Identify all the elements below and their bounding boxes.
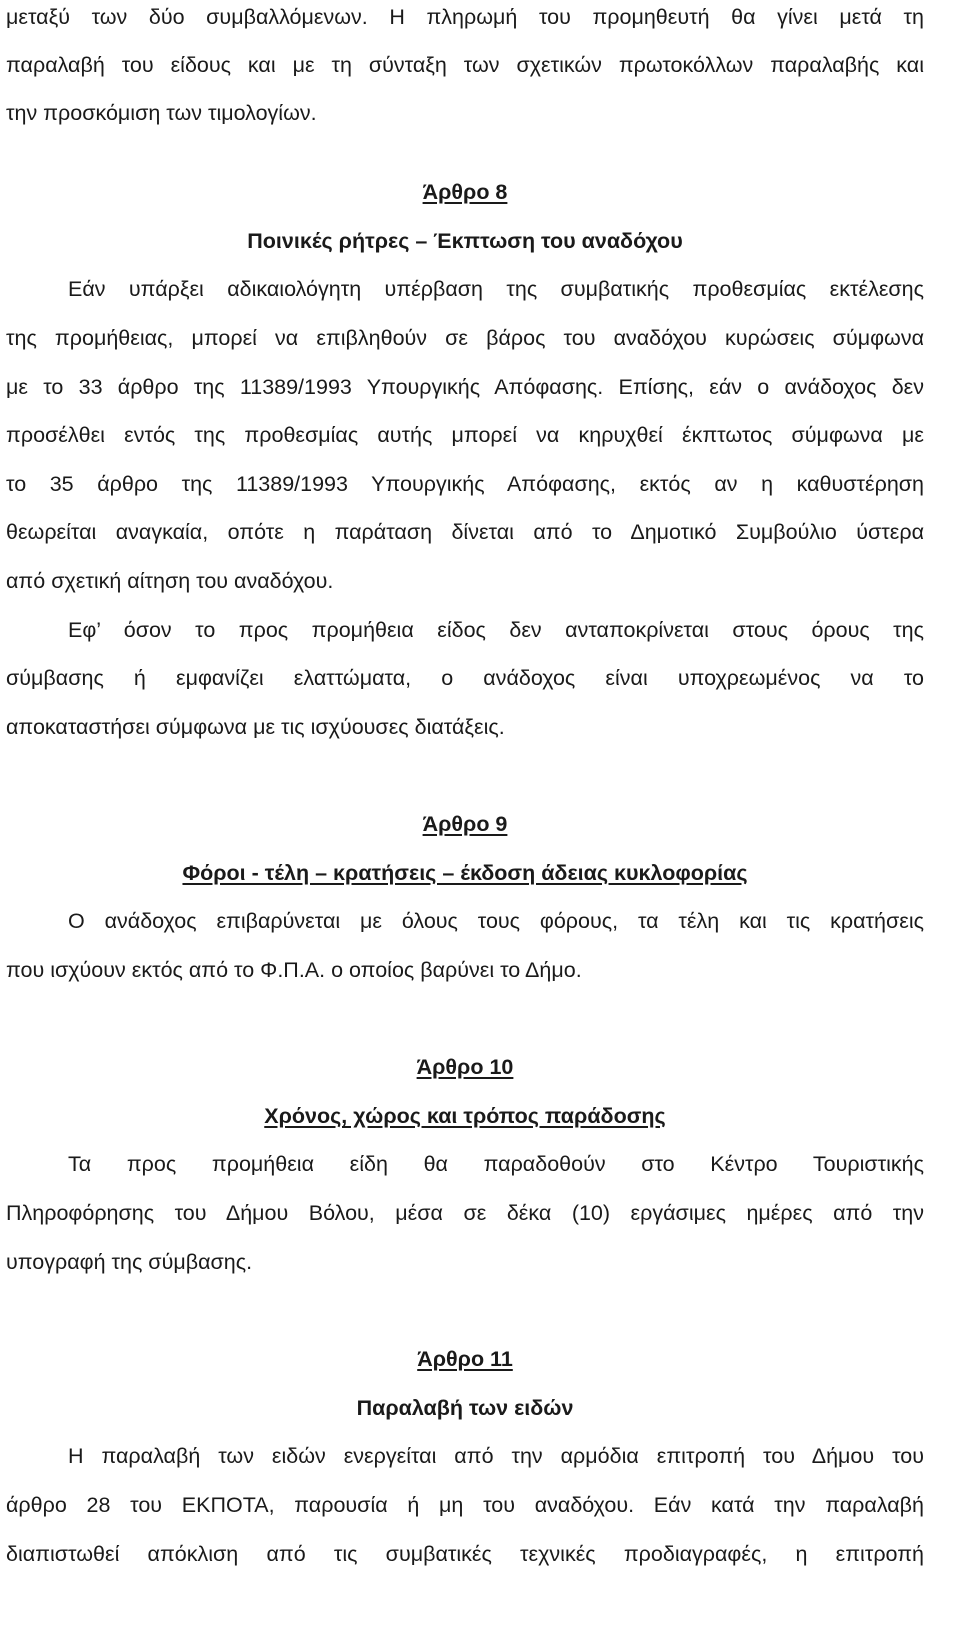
body-line: σύμβασης ή εμφανίζει ελαττώματα, ο ανάδοχος είναι υποχρεωμένος να το xyxy=(6,666,924,690)
body-line: το 35 άρθρο της 11389/1993 Υπουργικής Απόφασης, εκτός αν η καθυστέρηση xyxy=(6,472,924,496)
article-9-number: Άρθρο 9 xyxy=(422,812,508,836)
article-11-number: Άρθρο 11 xyxy=(417,1347,513,1371)
body-line: παραλαβή του είδους και με τη σύνταξη των σχετικών πρωτοκόλλων παραλαβής και xyxy=(6,53,924,77)
body-line: υπογραφή της σύμβασης. xyxy=(6,1250,253,1274)
body-line: αποκαταστήσει σύμφωνα με τις ισχύουσες διατάξεις. xyxy=(6,715,505,739)
body-line: διαπιστωθεί απόκλιση από τις συμβατικές τεχνικές προδιαγραφές, η επιτροπή xyxy=(6,1542,924,1566)
body-line: της προμήθειας, μπορεί να επιβληθούν σε βάρος του αναδόχου κυρώσεις σύμφωνα xyxy=(6,326,924,350)
body-line: θεωρείται αναγκαία, οπότε η παράταση δίνεται από το Δημοτικό Συμβούλιο ύστερα xyxy=(6,520,924,544)
article-9-title: Φόροι - τέλη – κρατήσεις – έκδοση άδειας κυκλοφορίας xyxy=(182,861,748,885)
body-line: Τα προς προμήθεια είδη θα παραδοθούν στο Κέντρο Τουριστικής xyxy=(68,1152,924,1176)
article-8-number: Άρθρο 8 xyxy=(422,180,508,204)
body-line: την προσκόμιση των τιμολογίων. xyxy=(6,101,317,125)
body-line: με το 33 άρθρο της 11389/1993 Υπουργικής Απόφασης. Επίσης, εάν ο ανάδοχος δεν xyxy=(6,375,924,399)
body-line: άρθρο 28 του ΕΚΠΟΤΑ, παρουσία ή μη του αναδόχου. Εάν κατά την παραλαβή xyxy=(6,1493,924,1517)
article-10-number: Άρθρο 10 xyxy=(416,1055,514,1079)
body-line: Εάν υπάρξει αδικαιολόγητη υπέρβαση της συμβατικής προθεσμίας εκτέλεσης xyxy=(68,277,924,301)
body-line: μεταξύ των δύο συμβαλλόμενων. Η πληρωμή του προμηθευτή θα γίνει μετά τη xyxy=(6,5,924,29)
body-line: προσέλθει εντός της προθεσμίας αυτής μπορεί να κηρυχθεί έκπτωτος σύμφωνα με xyxy=(6,423,924,447)
body-line: Η παραλαβή των ειδών ενεργείται από την αρμόδια επιτροπή του Δήμου του xyxy=(68,1444,924,1468)
article-8-title: Ποινικές ρήτρες – Έκπτωση του αναδόχου xyxy=(247,229,683,253)
body-line: που ισχύουν εκτός από το Φ.Π.Α. ο οποίος βαρύνει το Δήμο. xyxy=(6,958,582,982)
article-11-title: Παραλαβή των ειδών xyxy=(356,1396,574,1420)
body-line: Εφ’ όσον το προς προμήθεια είδος δεν ανταποκρίνεται στους όρους της xyxy=(68,618,924,642)
body-line: από σχετική αίτηση του αναδόχου. xyxy=(6,569,334,593)
body-line: Πληροφόρησης του Δήμου Βόλου, μέσα σε δέκα (10) εργάσιμες ημέρες από την xyxy=(6,1201,924,1225)
body-line: Ο ανάδοχος επιβαρύνεται με όλους τους φόρους, τα τέλη και τις κρατήσεις xyxy=(68,909,924,933)
article-10-title: Χρόνος, χώρος και τρόπος παράδοσης xyxy=(264,1104,666,1128)
